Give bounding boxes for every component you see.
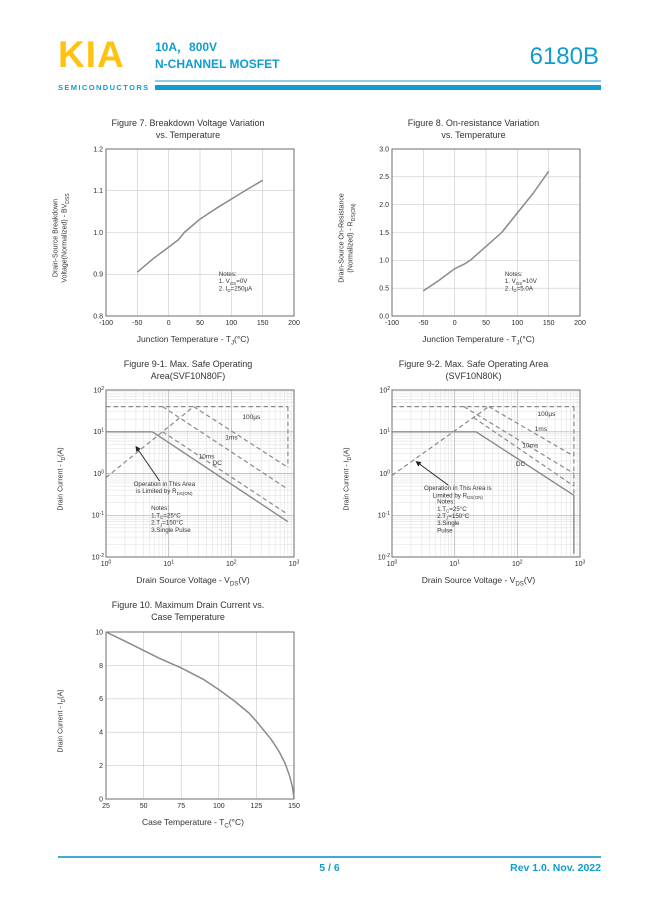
svg-text:150: 150 [256, 320, 269, 328]
device-rating: 10A，800V [155, 40, 218, 54]
device-description [155, 39, 279, 74]
svg-text:DC: DC [515, 461, 525, 469]
svg-text:75: 75 [177, 802, 186, 810]
svg-text:0: 0 [166, 320, 171, 328]
svg-text:100µs: 100µs [242, 414, 261, 422]
figure-body [336, 385, 598, 573]
chart-canvas [360, 144, 588, 332]
header [58, 30, 601, 104]
svg-text:1.0: 1.0 [93, 230, 103, 238]
svg-text:200: 200 [573, 320, 586, 328]
figure-title [336, 359, 598, 382]
header-rule-thick [155, 85, 601, 91]
svg-text:2.0: 2.0 [378, 202, 389, 210]
svg-text:Pulse: Pulse [436, 527, 453, 535]
revision-label: Rev 1.0. Nov. 2022 [510, 862, 601, 874]
kia-logo: KIA [58, 34, 125, 75]
svg-text:0: 0 [452, 320, 457, 328]
svg-text:0.8: 0.8 [93, 313, 103, 321]
svg-text:10ms: 10ms [198, 453, 215, 461]
svg-text:103: $10^3$ [288, 559, 300, 569]
svg-text:0: 0 [99, 795, 103, 803]
svg-text:-100: -100 [384, 320, 399, 328]
svg-text:25: 25 [102, 802, 110, 810]
header-rules [155, 80, 601, 90]
chart-canvas [74, 144, 302, 332]
charts-grid [50, 118, 613, 829]
svg-text:Operation in This Area: Operation in This Area [133, 481, 196, 489]
svg-text:100µs: 100µs [537, 411, 555, 419]
figure-title [50, 118, 312, 141]
svg-text:2: 2 [99, 762, 103, 770]
svg-text:101: $10^1$ [93, 427, 104, 437]
x-axis-label: Drain Source Voltage - $V_{DS}(V)$ [421, 575, 536, 589]
svg-text:Limited by RDS(ON): Limited by $R_{DS(ON)}$ [432, 492, 483, 501]
svg-text:8: 8 [99, 662, 103, 670]
svg-text:2.5: 2.5 [378, 174, 389, 182]
y-axis-label: Drain Current - $I_D(A)$ [342, 447, 353, 512]
svg-text:100: $10^0$ [386, 559, 397, 569]
x-axis-label: Case Temperature - $T_C(^\circ C)$ [142, 816, 244, 830]
figure-body [50, 144, 312, 332]
footer-row [58, 862, 601, 875]
x-axis-label: Drain Source Voltage - $V_{DS}(V)$ [136, 575, 250, 589]
svg-text:150: 150 [542, 320, 555, 328]
svg-text:50: 50 [139, 802, 148, 810]
svg-text:100: $10^0$ [378, 469, 390, 479]
figure-10-drain-current-chart [50, 600, 312, 829]
svg-text:10-2: $10^{-2}$ [377, 553, 390, 562]
page-indicator: 5 / 6 [319, 862, 340, 874]
svg-text:-50: -50 [417, 320, 428, 328]
svg-text:102: $10^2$ [378, 386, 390, 395]
svg-text:-100: -100 [98, 320, 114, 328]
svg-text:10ms: 10ms [521, 442, 538, 450]
svg-text:2.TJ=150°C: $2.T_J=150^\circ C$ [151, 520, 184, 528]
svg-text:1. VGS=0V: 1. $V_{GS}=0V$ [218, 278, 248, 287]
svg-text:Notes:: Notes: [218, 271, 237, 279]
figure-title-line2: vs. Temperature [441, 129, 506, 140]
figure-8-on-resistance-chart [336, 118, 598, 347]
svg-text:Notes:: Notes: [504, 271, 523, 279]
svg-text:10: 10 [95, 628, 103, 636]
svg-text:is Limited by RDS(ON): is Limited by $R_{DS(ON)}$ [136, 488, 193, 497]
svg-text:2.TJ=150°C: $2.T_J=150^\circ C$ [436, 513, 469, 522]
svg-text:-50: -50 [132, 320, 143, 328]
svg-text:Operation in This Area is: Operation in This Area is [423, 485, 492, 493]
svg-text:3.0: 3.0 [378, 146, 389, 154]
figure-title-line2: vs. Temperature [155, 129, 221, 140]
svg-text:1.5: 1.5 [378, 230, 389, 238]
svg-text:200: 200 [288, 320, 300, 328]
figure-title-line1: Figure 7. Breakdown Voltage Variation [111, 118, 265, 128]
svg-text:100: 100 [212, 802, 225, 810]
figure-body [50, 627, 312, 815]
svg-text:10-1: $10^{-1}$ [377, 511, 390, 521]
svg-text:100: $10^0$ [93, 469, 104, 479]
svg-text:125: 125 [250, 802, 263, 810]
y-axis-label: Drain-Source Breakdown Voltage(Normalized) - $BV_{DSS}$ [52, 193, 72, 284]
svg-text:0.0: 0.0 [378, 313, 389, 321]
svg-text:1.1: 1.1 [93, 188, 103, 196]
svg-text:3.Single Pulse: 3.Single Pulse [151, 527, 191, 535]
svg-text:50: 50 [481, 320, 490, 328]
svg-text:2. ID=250µA: 2. $I_D=250\mu A$ [218, 285, 253, 294]
svg-text:1ms: 1ms [534, 426, 547, 434]
svg-text:1.0: 1.0 [378, 258, 389, 266]
figure-title-line2: Case Temperature [151, 611, 225, 622]
figure-7-breakdown-voltage-chart [50, 118, 312, 347]
figure-title [50, 600, 312, 623]
svg-text:102: $10^2$ [93, 386, 104, 395]
figure-title-line1: Figure 8. On-resistance Variation [407, 118, 540, 128]
figure-body [336, 144, 598, 332]
svg-text:101: $10^1$ [163, 559, 174, 569]
svg-text:100: $10^0$ [100, 559, 112, 569]
svg-text:102: $10^2$ [511, 559, 523, 569]
header-rule-thin [155, 80, 601, 82]
svg-text:Notes:: Notes: [151, 505, 169, 513]
svg-text:1ms: 1ms [225, 435, 238, 443]
chart-canvas [360, 385, 588, 573]
figure-title [336, 118, 598, 141]
figure-title [50, 359, 312, 382]
figure-title-line2: Area(SVF10N80F) [150, 370, 226, 381]
chart-canvas [74, 385, 302, 573]
device-type: N-CHANNEL MOSFET [155, 57, 280, 72]
footer-rule [58, 856, 601, 858]
svg-text:DC: DC [212, 460, 222, 468]
figure-title-line1: Figure 9-1. Max. Safe Operating [123, 359, 253, 370]
chart-canvas [74, 627, 302, 815]
figure-body [50, 385, 312, 573]
figure-9-2-soa-chart [336, 359, 598, 588]
logo-subtitle: SEMICONDUCTORS [58, 83, 150, 92]
y-axis-label: Drain Current - $I_D(A)$ [57, 447, 67, 512]
svg-text:3.Single: 3.Single [436, 520, 459, 528]
y-axis-label: Drain-Source On-Resistance (Normalized) - $R_{DS(ON)}$ [338, 193, 358, 284]
figure-title-line2: (SVF10N80K) [445, 370, 502, 381]
svg-text:150: 150 [288, 802, 300, 810]
figure-title-line1: Figure 9-2. Max. Safe Operating Area [398, 359, 549, 370]
svg-text:6: 6 [99, 695, 103, 703]
svg-text:1. VGS=10V: 1. $V_{GS}=10V$ [504, 278, 537, 287]
svg-text:10-2: $10^{-2}$ [91, 553, 104, 562]
svg-text:50: 50 [196, 320, 204, 328]
figure-9-1-soa-chart [50, 359, 312, 588]
svg-text:0.5: 0.5 [378, 285, 389, 293]
svg-text:2. ID=5.0A: 2. $I_D=5.0A$ [504, 285, 533, 294]
svg-text:1.2: 1.2 [93, 146, 103, 154]
svg-text:101: $10^1$ [378, 427, 390, 437]
footer [58, 856, 601, 875]
svg-text:100: 100 [510, 320, 523, 328]
svg-text:Notes:: Notes: [436, 499, 455, 507]
y-axis-label: Drain Current - $I_D(A)$ [57, 688, 67, 753]
svg-text:4: 4 [99, 729, 103, 737]
svg-text:1.TC=25°C: $1.T_C=25^\circ C$ [436, 506, 467, 514]
svg-text:100: 100 [225, 320, 238, 328]
svg-text:102: $10^2$ [226, 559, 237, 569]
part-number: 6180B [529, 43, 599, 70]
svg-text:1.TC=25°C: $1.T_C=25^\circ C$ [151, 512, 181, 521]
x-axis-label: Junction Temperature - $T_J(^\circ C)$ [422, 334, 535, 348]
svg-text:10-1: $10^{-1}$ [91, 511, 104, 521]
svg-text:0.9: 0.9 [93, 272, 103, 280]
svg-text:103: $10^3$ [574, 559, 585, 569]
svg-text:101: $10^1$ [448, 559, 460, 569]
figure-title-line1: Figure 10. Maximum Drain Current vs. [111, 600, 265, 611]
x-axis-label: Junction Temperature - $T_J(^\circ C)$ [136, 334, 250, 348]
